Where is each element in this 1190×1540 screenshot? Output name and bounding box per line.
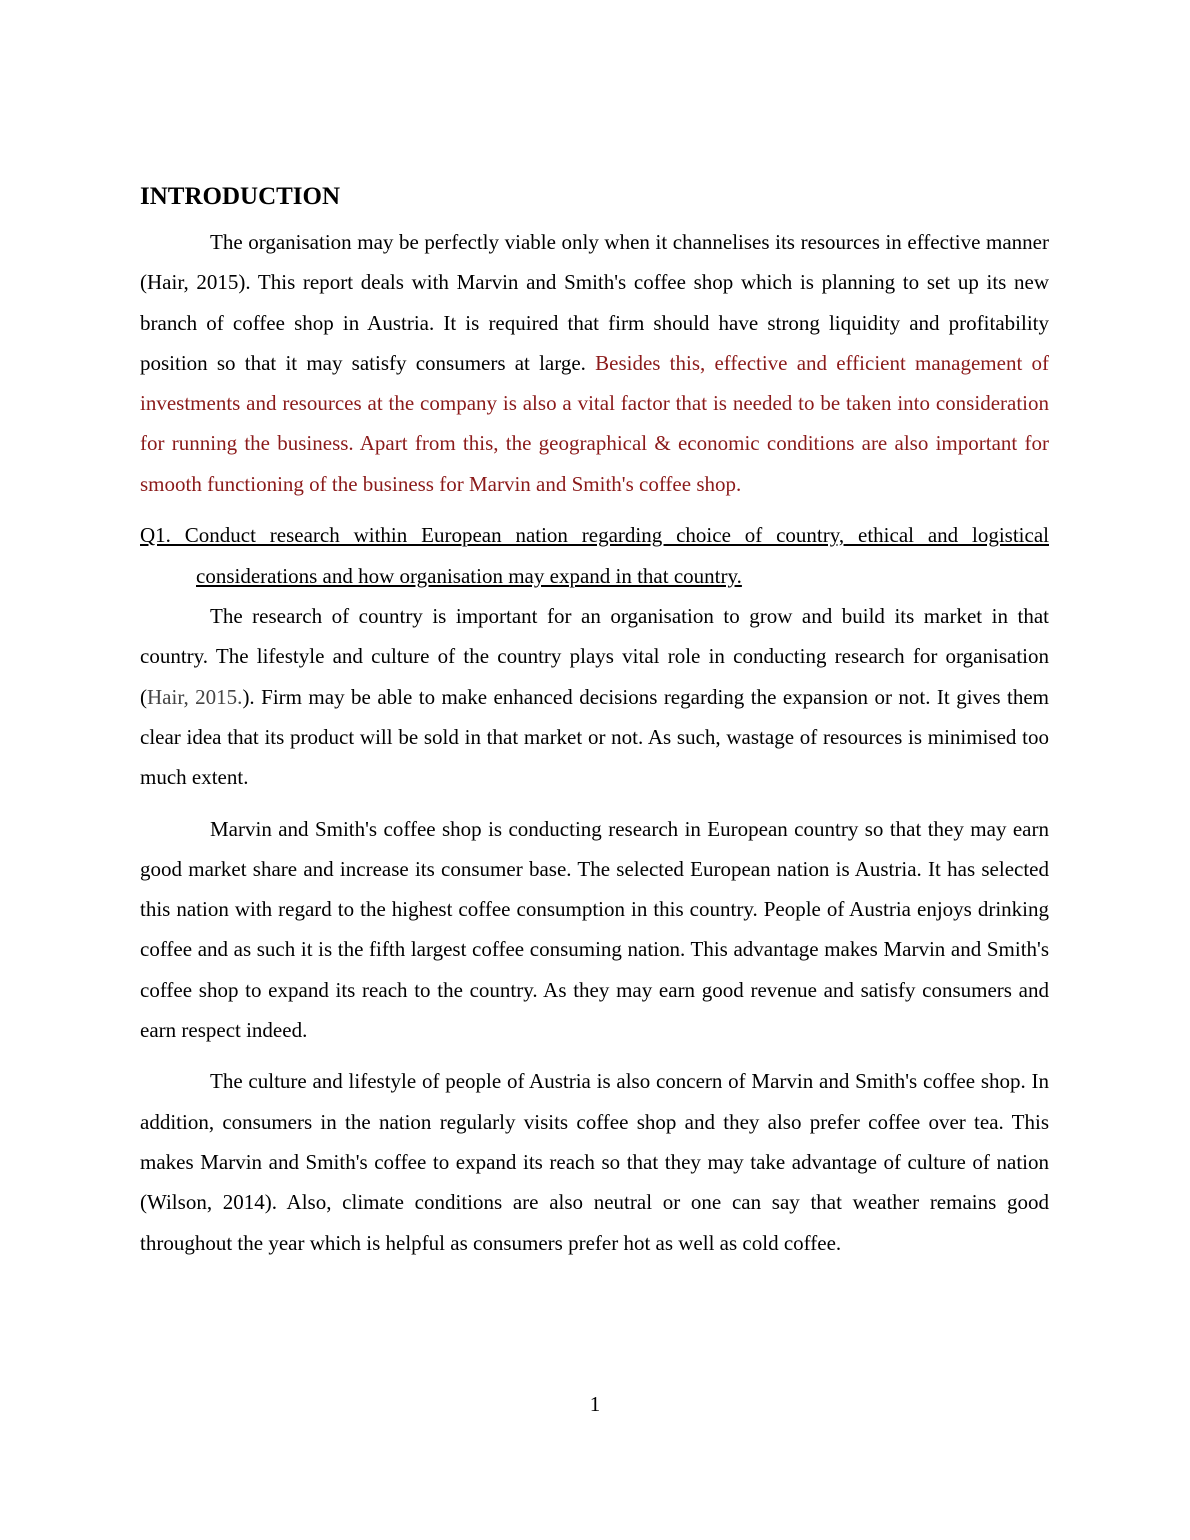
body-paragraph-1 xyxy=(140,596,1049,797)
para1-part1: The research of country is important for an organisation to grow and build its market in that country. The lifestyle and culture of the country plays vital role in conducting research for organisation ( xyxy=(140,604,1049,709)
intro-plain-text: The organisation may be perfectly viable only when it channelises its resources in effective manner (Hair, 2015). This report deals with Marvin and Smith's coffee shop which is planning to set up its new branch of coffee shop in Austria. It is required that firm should have strong liquidity and profitability position so that it may satisfy consumers at large. xyxy=(140,230,1049,375)
section-heading: INTRODUCTION xyxy=(140,183,341,210)
intro-highlighted-text: Besides this, effective and efficient management of investments and resources at the company is also a vital factor that is needed to be taken into consideration for running the business. Apart from this, the geographical & economic conditions are also important for smooth functioning of the business for Marvin and Smith's coffee shop. xyxy=(140,350,1049,496)
para1-citation: Hair, 2015. xyxy=(147,684,243,709)
question-heading: Q1. Conduct research within European nation regarding choice of country, ethical and logistical considerations and how organisation may expand in that country. xyxy=(140,523,1049,588)
body-paragraph-2: Marvin and Smith's coffee shop is conducting research in European country so that they may earn good market share and increase its consumer base. The selected European nation is Austria. It has selected this nation with regard to the highest coffee consumption in this country. People of Austria enjoys drinking coffee and as such it is the fifth largest coffee consuming nation. This advantage makes Marvin and Smith's coffee shop to expand its reach to the country. As they may earn good revenue and satisfy consumers and earn respect indeed. xyxy=(140,816,1049,1043)
para1-part2: ). Firm may be able to make enhanced decisions regarding the expansion or not. It gives them clear idea that its product will be sold in that market or not. As such, wastage of resources is minimised too much extent. xyxy=(140,684,1049,790)
page-number: 1 xyxy=(589,1392,601,1416)
page-content xyxy=(140,178,1049,1274)
intro-paragraph xyxy=(140,222,1049,504)
body-paragraph-3: The culture and lifestyle of people of Austria is also concern of Marvin and Smith's coffee shop. In addition, consumers in the nation regularly visits coffee shop and they also prefer coffee over tea. This makes Marvin and Smith's coffee to expand its reach so that they may take advantage of culture of nation (Wilson, 2014). Also, climate conditions are also neutral or one can say that weather remains good throughout the year which is helpful as consumers prefer hot as well as cold coffee. xyxy=(140,1069,1049,1255)
